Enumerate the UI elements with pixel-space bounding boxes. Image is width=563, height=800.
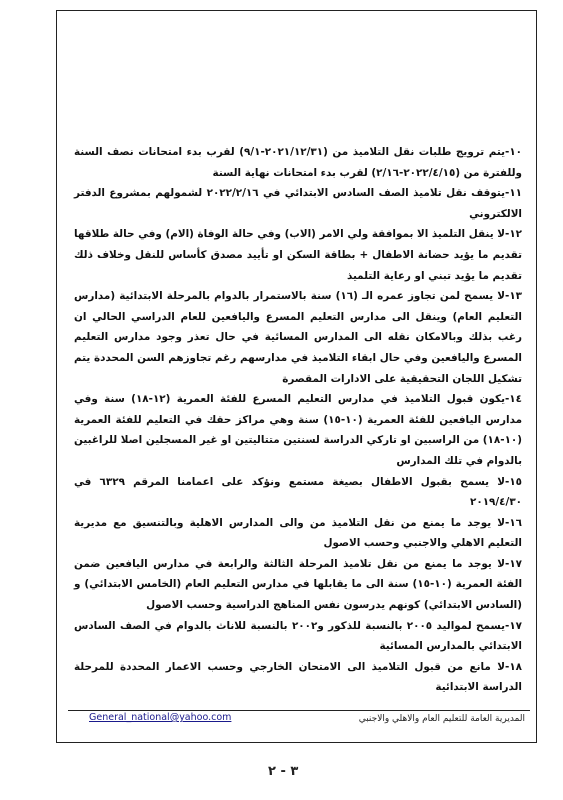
- page-number: ٣ - ٢: [268, 764, 299, 779]
- item-13: ١٣-لا يسمح لمن تجاوز عمره الـ (١٦) سنة بالاستمرار بالدوام بالمرحلة الابتدائية (مدارس التعليم العام) وينقل الى مدارس التعليم المسرع واليافعين للعام الدراسي الحالي ان رغب بذلك وبالامكان نقله الى المدارس المسائية في حال تعذر وجود مدارس التعليم المسرع واليافعين وفي حال ابقاء التلاميذ في مدارسهم رغم تجاوزهم السن المحددة يتم تشكيل اللجان التحقيقية على الادارات المقصرة: [74, 290, 522, 385]
- document-body: [74, 142, 522, 698]
- item-14: ١٤-يكون قبول التلاميذ في مدارس التعليم المسرع للفئة العمرية (١٢-١٨) سنة وفي مدارس اليافعين للفئة العمرية (١٠-١٥) سنة وهي مراكز حقك في التعليم للفئة العمرية (١٠-١٨) من الراسبين او تاركي الدراسة لسنتين متتاليتين او غير المسجلين اصلا للراغبين بالدوام في تلك المدارس: [74, 393, 523, 467]
- footer-department: المديرية العامة للتعليم العام والاهلي والاجنبي: [358, 714, 525, 724]
- item-16: ١٦-لا يوجد ما يمنع من نقل التلاميذ من والى المدارس الاهلية وبالتنسيق مع مديرية التعليم الاهلي والاجنبي وحسب الاصول: [74, 516, 522, 550]
- item-18: ١٨-لا مانع من قبول التلاميذ الى الامتحان الخارجي وحسب الاعمار المحددة للمرحلة الدراسة الابتدائية: [74, 660, 522, 694]
- item-11: ١١-يتوقف نقل تلاميذ الصف السادس الابتدائي في ٢٠٢٢/٢/١٦ لشمولهم بمشروع الدفتر الالكتروني: [74, 187, 523, 220]
- item-10: ١٠-يتم ترويج طلبات نقل التلاميذ من (٢٠٢١/١٢/٣١-٩/١) لقرب بدء امتحانات نصف السنة وللفترة من (٢٠٢٢/٤/١٥-٢/١٦) لقرب بدء امتحانات نهاية السنة: [74, 146, 522, 179]
- item-15: ١٥-لا يسمح بقبول الاطفال بصيغة مستمع ونؤكد على اعمامنا المرقم ٦٣٢٩ في ٢٠١٩/٤/٣٠: [74, 475, 522, 509]
- footer-email-link[interactable]: General_national@yahoo.com: [89, 712, 232, 723]
- item-17b: ١٧-يسمح لمواليد ٢٠٠٥ بالنسبة للذكور و٢٠٠٢ بالنسبة للاناث بالدوام في الصف السادس الابتدائي بالمدارس المسائية: [74, 619, 522, 653]
- footer-divider: [68, 710, 530, 711]
- item-12: ١٢-لا ينقل التلميذ الا بموافقة ولي الامر (الاب) وفي حالة الوفاة (الام) وفي حالة طلاقها تقديم ما يؤيد حضانة الاطفال + بطاقة السكن او تأييد مصدق كأساس للنقل وخلاف ذلك تقديم ما يؤيد تبني او رعاية التلميذ: [74, 228, 522, 282]
- item-17: ١٧-لا يوجد ما يمنع من نقل تلاميذ المرحلة الثالثة والرابعة في مدارس اليافعين ضمن الفئة العمرية (١٠-١٥) سنة الى ما يقابلها في مدارس التعليم العام (الخامس الابتدائي) و (السادس الابتدائي) كونهم يدرسون نفس المناهج الدراسية وحسب الاصول: [74, 557, 523, 612]
